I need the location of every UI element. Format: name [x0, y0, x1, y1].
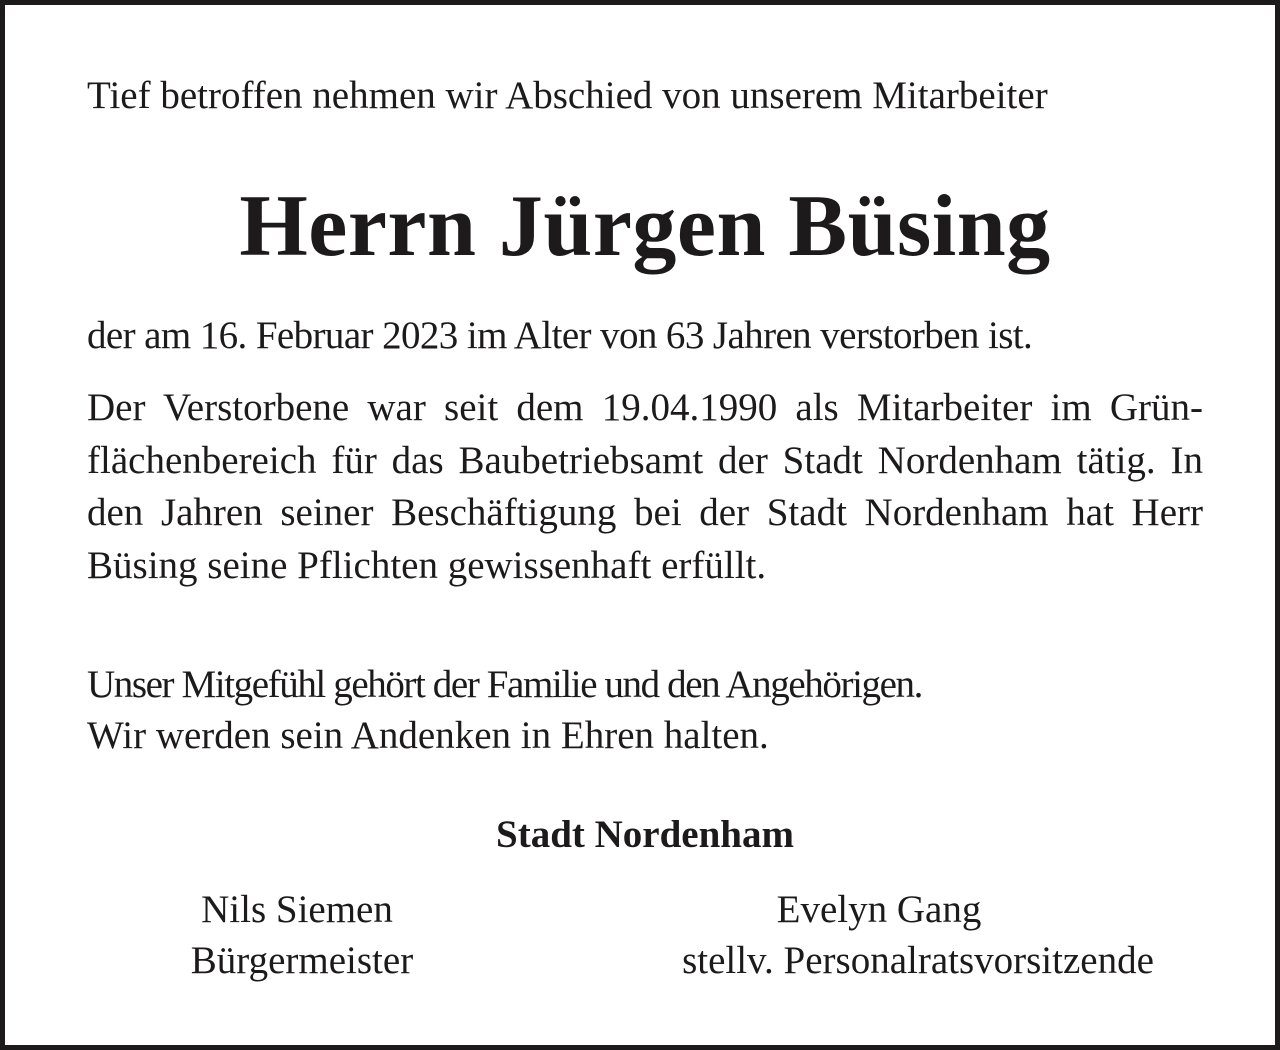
death-date-text: der am 16. Februar 2023 im Alter von 63 Jahren verstorben ist.	[87, 314, 1033, 357]
signatory-name-council: Evelyn Gang	[776, 888, 982, 931]
deceased-name: Herrn Jürgen Büsing	[239, 178, 1051, 275]
signatory-role-council: stellv. Personalratsvorsitzende	[682, 939, 1154, 982]
intro-text: Tief betroffen nehmen wir Abschied von unserem Mitarbeiter	[87, 74, 1048, 117]
sympathy-line-2: Wir werden sein Andenken in Ehren halten.	[87, 714, 769, 757]
signatory-role-mayor: Bürgermeister	[190, 939, 414, 982]
sympathy-line-1: Unser Mitgefühl gehört der Familie und den Angehörigen.	[87, 663, 922, 706]
biography-paragraph: Der Verstorbene war seit dem 19.04.1990 als Mitarbeiter im Grün-flächenbereich für das Baubetriebsamt der Stadt Nordenham tätig. In den Jahren seiner Beschäftigung bei der Stadt Nordenham hat Herr Büsing seine Pflichten gewissenhaft erfüllt.	[87, 386, 1203, 587]
signatory-name-mayor: Nils Siemen	[201, 888, 393, 931]
organization-name: Stadt Nordenham	[496, 813, 794, 856]
